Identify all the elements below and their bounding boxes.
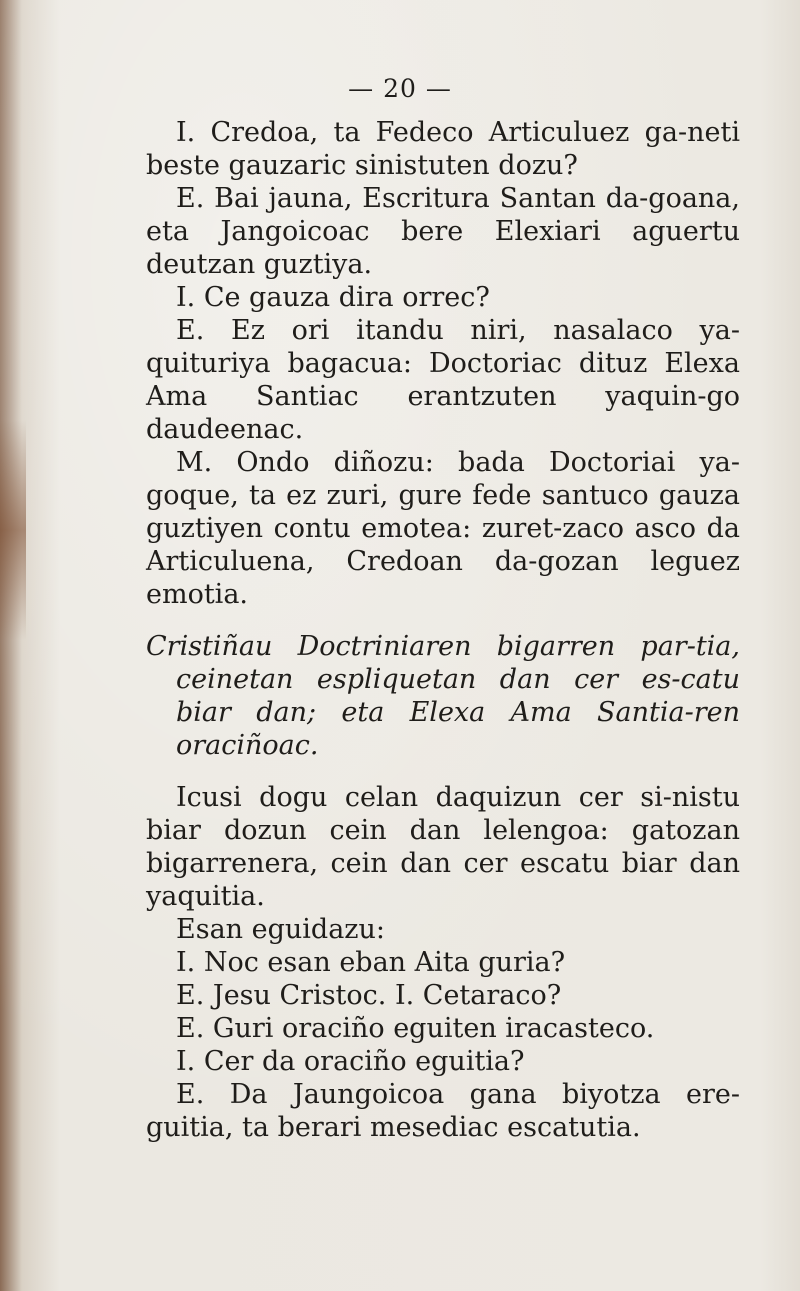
paragraph-11: I. Cer da oraciño eguitia? (176, 1046, 525, 1077)
paragraph-4: E. Ez ori itandu niri, nasalaco ya-quituriya bagacua: Doctoriac dituz Elexa Ama Santiac erantzuten yaquin-go daudeenac. (146, 315, 740, 445)
paragraph-3: I. Ce gauza dira orrec? (176, 282, 490, 313)
paragraph-7: Esan eguidazu: (176, 914, 386, 945)
section-heading: Cristiñau Doctriniaren bigarren par-tia, ceinetan espliquetan dan cer es-catu biar dan; eta Elexa Ama Santia-ren oraciñoac. (146, 631, 740, 761)
page-number: — 20 — (348, 74, 452, 103)
paragraph-9: E. Jesu Cristoc. I. Cetaraco? (176, 980, 562, 1011)
paragraph-8: I. Noc esan eban Aita guria? (176, 947, 566, 978)
paragraph-5: M. Ondo diñozu: bada Doctoriai ya-goque, ta ez zuri, gure fede santuco gauza guztiyen contu emotea: zuret-zaco asco da Articuluena, Credoan da-gozan leguez emotia. (146, 447, 740, 610)
page-edge-stain (0, 420, 26, 640)
paragraph-1: I. Credoa, ta Fedeco Articuluez ga-neti beste gauzaric sinistuten dozu? (146, 117, 740, 181)
paragraph-12: E. Da Jaungoicoa gana biyotza ere-guitia, ta berari mesediac escatutia. (146, 1079, 740, 1143)
paragraph-6: Icusi dogu celan daquizun cer si-nistu biar dozun cein dan lelengoa: gatozan bigarrenera, cein dan cer escatu biar dan yaquitia. (146, 782, 740, 912)
paragraph-10: E. Guri oraciño eguiten iracasteco. (176, 1013, 655, 1044)
paragraph-2: E. Bai jauna, Escritura Santan da-goana, eta Jangoicoac bere Elexiari aguertu deutzan guztiya. (146, 183, 740, 280)
page-body (146, 116, 740, 1144)
